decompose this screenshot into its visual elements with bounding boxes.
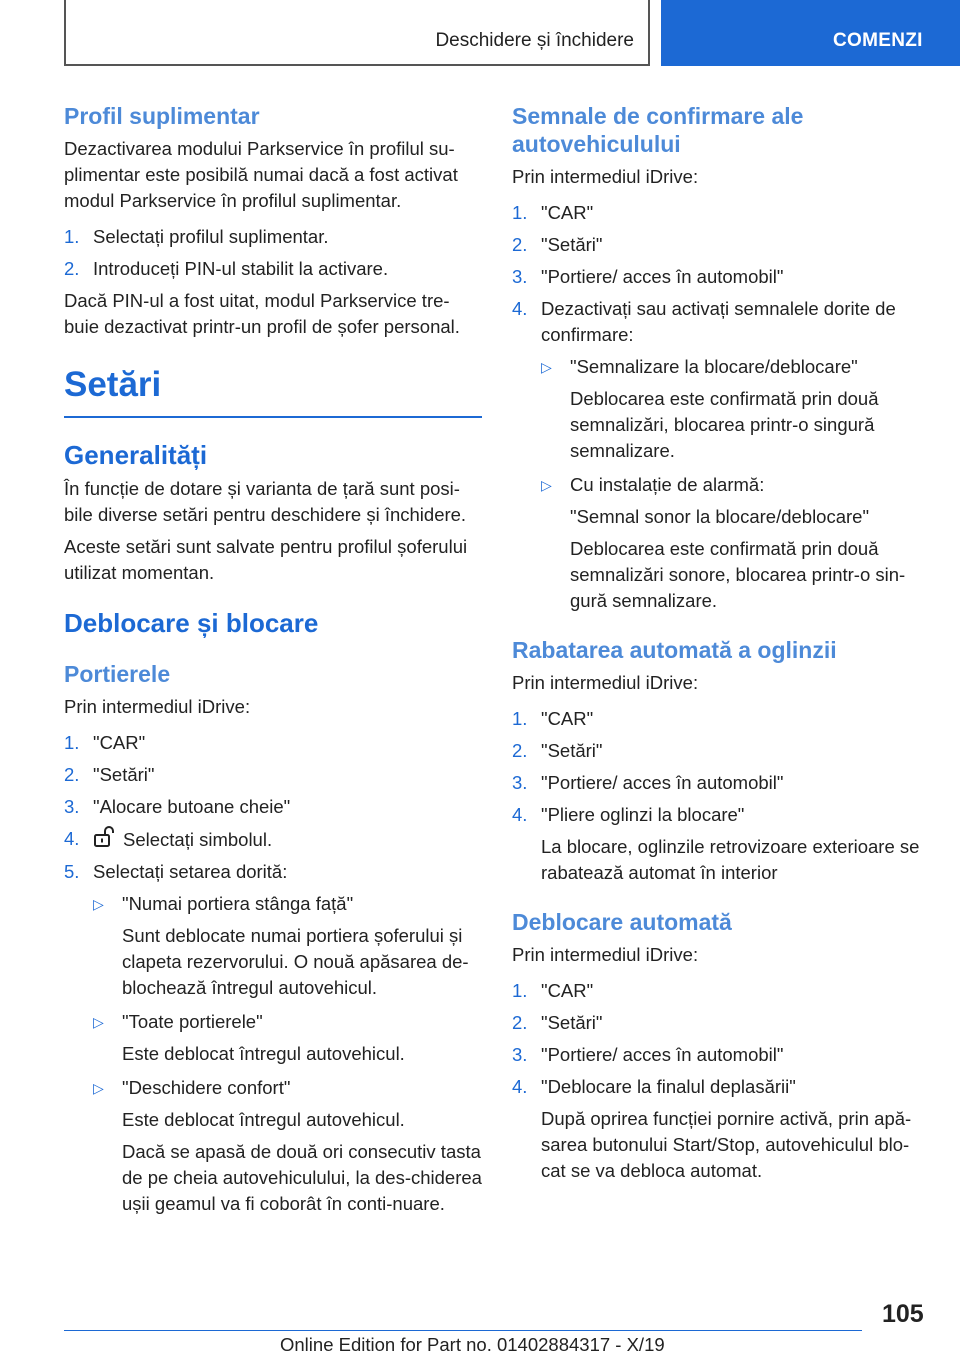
profil-heading: Profil suplimentar — [64, 103, 260, 129]
right-column — [512, 98, 932, 1190]
list-item: 3. "Alocare butoane cheie" — [64, 796, 291, 817]
portierele-steps — [64, 730, 482, 1217]
automata-intro: Prin intermediul iDrive: — [512, 944, 699, 965]
semnale-heading: Semnale de confirmare ale autovehiculului — [512, 103, 804, 157]
list-item: 2. Introduceți PIN-ul stabilit la activare. — [64, 258, 389, 279]
generalitati-p1: În funcție de dotare și varianta de țară sunt posi-bile diverse setări pentru deschidere și închidere. — [64, 478, 467, 525]
semnale-steps — [512, 200, 932, 614]
triangle-bullet-icon: ▷ — [541, 477, 552, 493]
portierele-options — [93, 891, 482, 1217]
list-item: 4. "Deblocare la finalul deplasării" După oprirea funcției pornire activă, prin apă-sarea butonului Start/Stop, autovehiculul blo-cat se va debloca automat. — [512, 1076, 912, 1181]
list-item: 1. "CAR" — [512, 980, 594, 1001]
header-chapter-tab — [661, 0, 960, 66]
list-item: ▷ "Deschidere confort" Este deblocat întregul autovehicul. Dacă se apasă de două ori consecutiv tasta de pe cheia autovehiculului, la des-chiderea ușii geamul va fi coborât în conti-nuare. — [93, 1077, 482, 1214]
portierele-heading: Portierele — [64, 661, 171, 687]
list-item: 3. "Portiere/ acces în automobil" — [512, 266, 784, 287]
list-item: 2. "Setări" — [64, 764, 155, 785]
list-item: 1. "CAR" — [512, 202, 594, 223]
deblocare-heading: Deblocare și blocare — [64, 608, 319, 638]
list-item: 3. "Portiere/ acces în automobil" — [512, 1044, 784, 1065]
left-column — [64, 98, 482, 1225]
triangle-bullet-icon: ▷ — [541, 359, 552, 375]
generalitati-heading: Generalități — [64, 440, 208, 470]
list-item: 2. "Setări" — [512, 740, 603, 761]
profil-note: Dacă PIN-ul a fost uitat, modul Parkservice tre-buie dezactivat printr-un profil de șofer personal. — [64, 290, 460, 337]
list-item: ▷ Cu instalație de alarmă: "Semnal sonor la blocare/deblocare" Deblocarea este confirmată prin două semnalizări sonore, blocarea printr-o sin-gură semnalizare. — [541, 474, 906, 611]
footer-edition: Online Edition for Part no. 01402884317 - X/19 — [280, 1334, 665, 1355]
list-item: ▷ "Semnalizare la blocare/deblocare" Deblocarea este confirmată prin două semnalizări, blocarea printr-o singură semnalizare. — [541, 356, 879, 461]
header-chapter-title: COMENZI — [833, 30, 923, 51]
rabatarea-steps — [512, 706, 932, 886]
profil-steps — [64, 224, 482, 282]
list-item: 2. "Setări" — [512, 1012, 603, 1033]
portierele-intro: Prin intermediul iDrive: — [64, 696, 251, 717]
list-item: 2. "Setări" — [512, 234, 603, 255]
triangle-bullet-icon: ▷ — [93, 896, 104, 912]
list-item: ▷ "Numai portiera stânga față" Sunt deblocate numai portiera șoferului și clapeta rezervorului. O nouă apăsarea de-blochează întregul autovehicul. — [93, 893, 469, 998]
rabatarea-heading: Rabatarea automată a oglinzii — [512, 637, 837, 663]
header-section-title: Deschidere și închidere — [435, 30, 634, 51]
triangle-bullet-icon: ▷ — [93, 1080, 104, 1096]
triangle-bullet-icon: ▷ — [93, 1014, 104, 1030]
setari-heading: Setări — [64, 364, 482, 418]
page-number: 105 — [882, 1300, 924, 1328]
list-item: 5. Selectați setarea dorită: ▷ "Numai portiera stânga față" Sunt deblocate numai portiera șoferului și clapeta rezervorului. O nouă apăsarea de-blochează întregul autovehicul. ▷ "Toate portierele" Este deblocat întregul autovehicul. ▷ "Deschidere confort" Este deblocat întregul autovehicul. Dacă se apasă de două ori consecutiv tasta de pe cheia autovehiculului, la des-chiderea ușii geamul va fi coborât în conti-nuare. — [64, 859, 482, 1217]
automata-steps — [512, 978, 932, 1184]
list-item: 3. "Portiere/ acces în automobil" — [512, 772, 784, 793]
generalitati-p2: Aceste setări sunt salvate pentru profilul șoferului utilizat momentan. — [64, 536, 468, 583]
semnale-options — [541, 354, 932, 614]
rabatarea-intro: Prin intermediul iDrive: — [512, 672, 699, 693]
semnale-intro: Prin intermediul iDrive: — [512, 166, 699, 187]
list-item: ▷ "Toate portierele" Este deblocat întregul autovehicul. — [93, 1011, 405, 1064]
list-item: 4. Selectați simbolul. — [64, 828, 273, 850]
footer-divider — [64, 1330, 862, 1331]
automata-heading: Deblocare automată — [512, 909, 732, 935]
unlock-icon — [93, 826, 117, 848]
list-item: 4. "Pliere oglinzi la blocare" La blocare, oglinzile retrovizoare exterioare se rabatează automat în interior — [512, 804, 920, 883]
list-item: 1. Selectați profilul suplimentar. — [64, 226, 329, 247]
profil-text: Dezactivarea modului Parkservice în profilul su-plimentar este posibilă numai dacă a fost activat modul Parkservice în profilul suplimentar. — [64, 138, 458, 211]
list-item: 4. Dezactivați sau activați semnalele dorite de confirmare: ▷ "Semnalizare la blocare/deblocare" Deblocarea este confirmată prin două semnalizări, blocarea printr-o singură semnalizare. ▷ Cu instalație de alarmă: "Semnal sonor la blocare/deblocare" Deblocarea este confirmată prin două semnalizări sonore, blocarea printr-o sin-gură semnalizare. — [512, 296, 932, 614]
list-item: 1. "CAR" — [512, 708, 594, 729]
header-section-box — [64, 0, 650, 66]
list-item: 1. "CAR" — [64, 732, 146, 753]
